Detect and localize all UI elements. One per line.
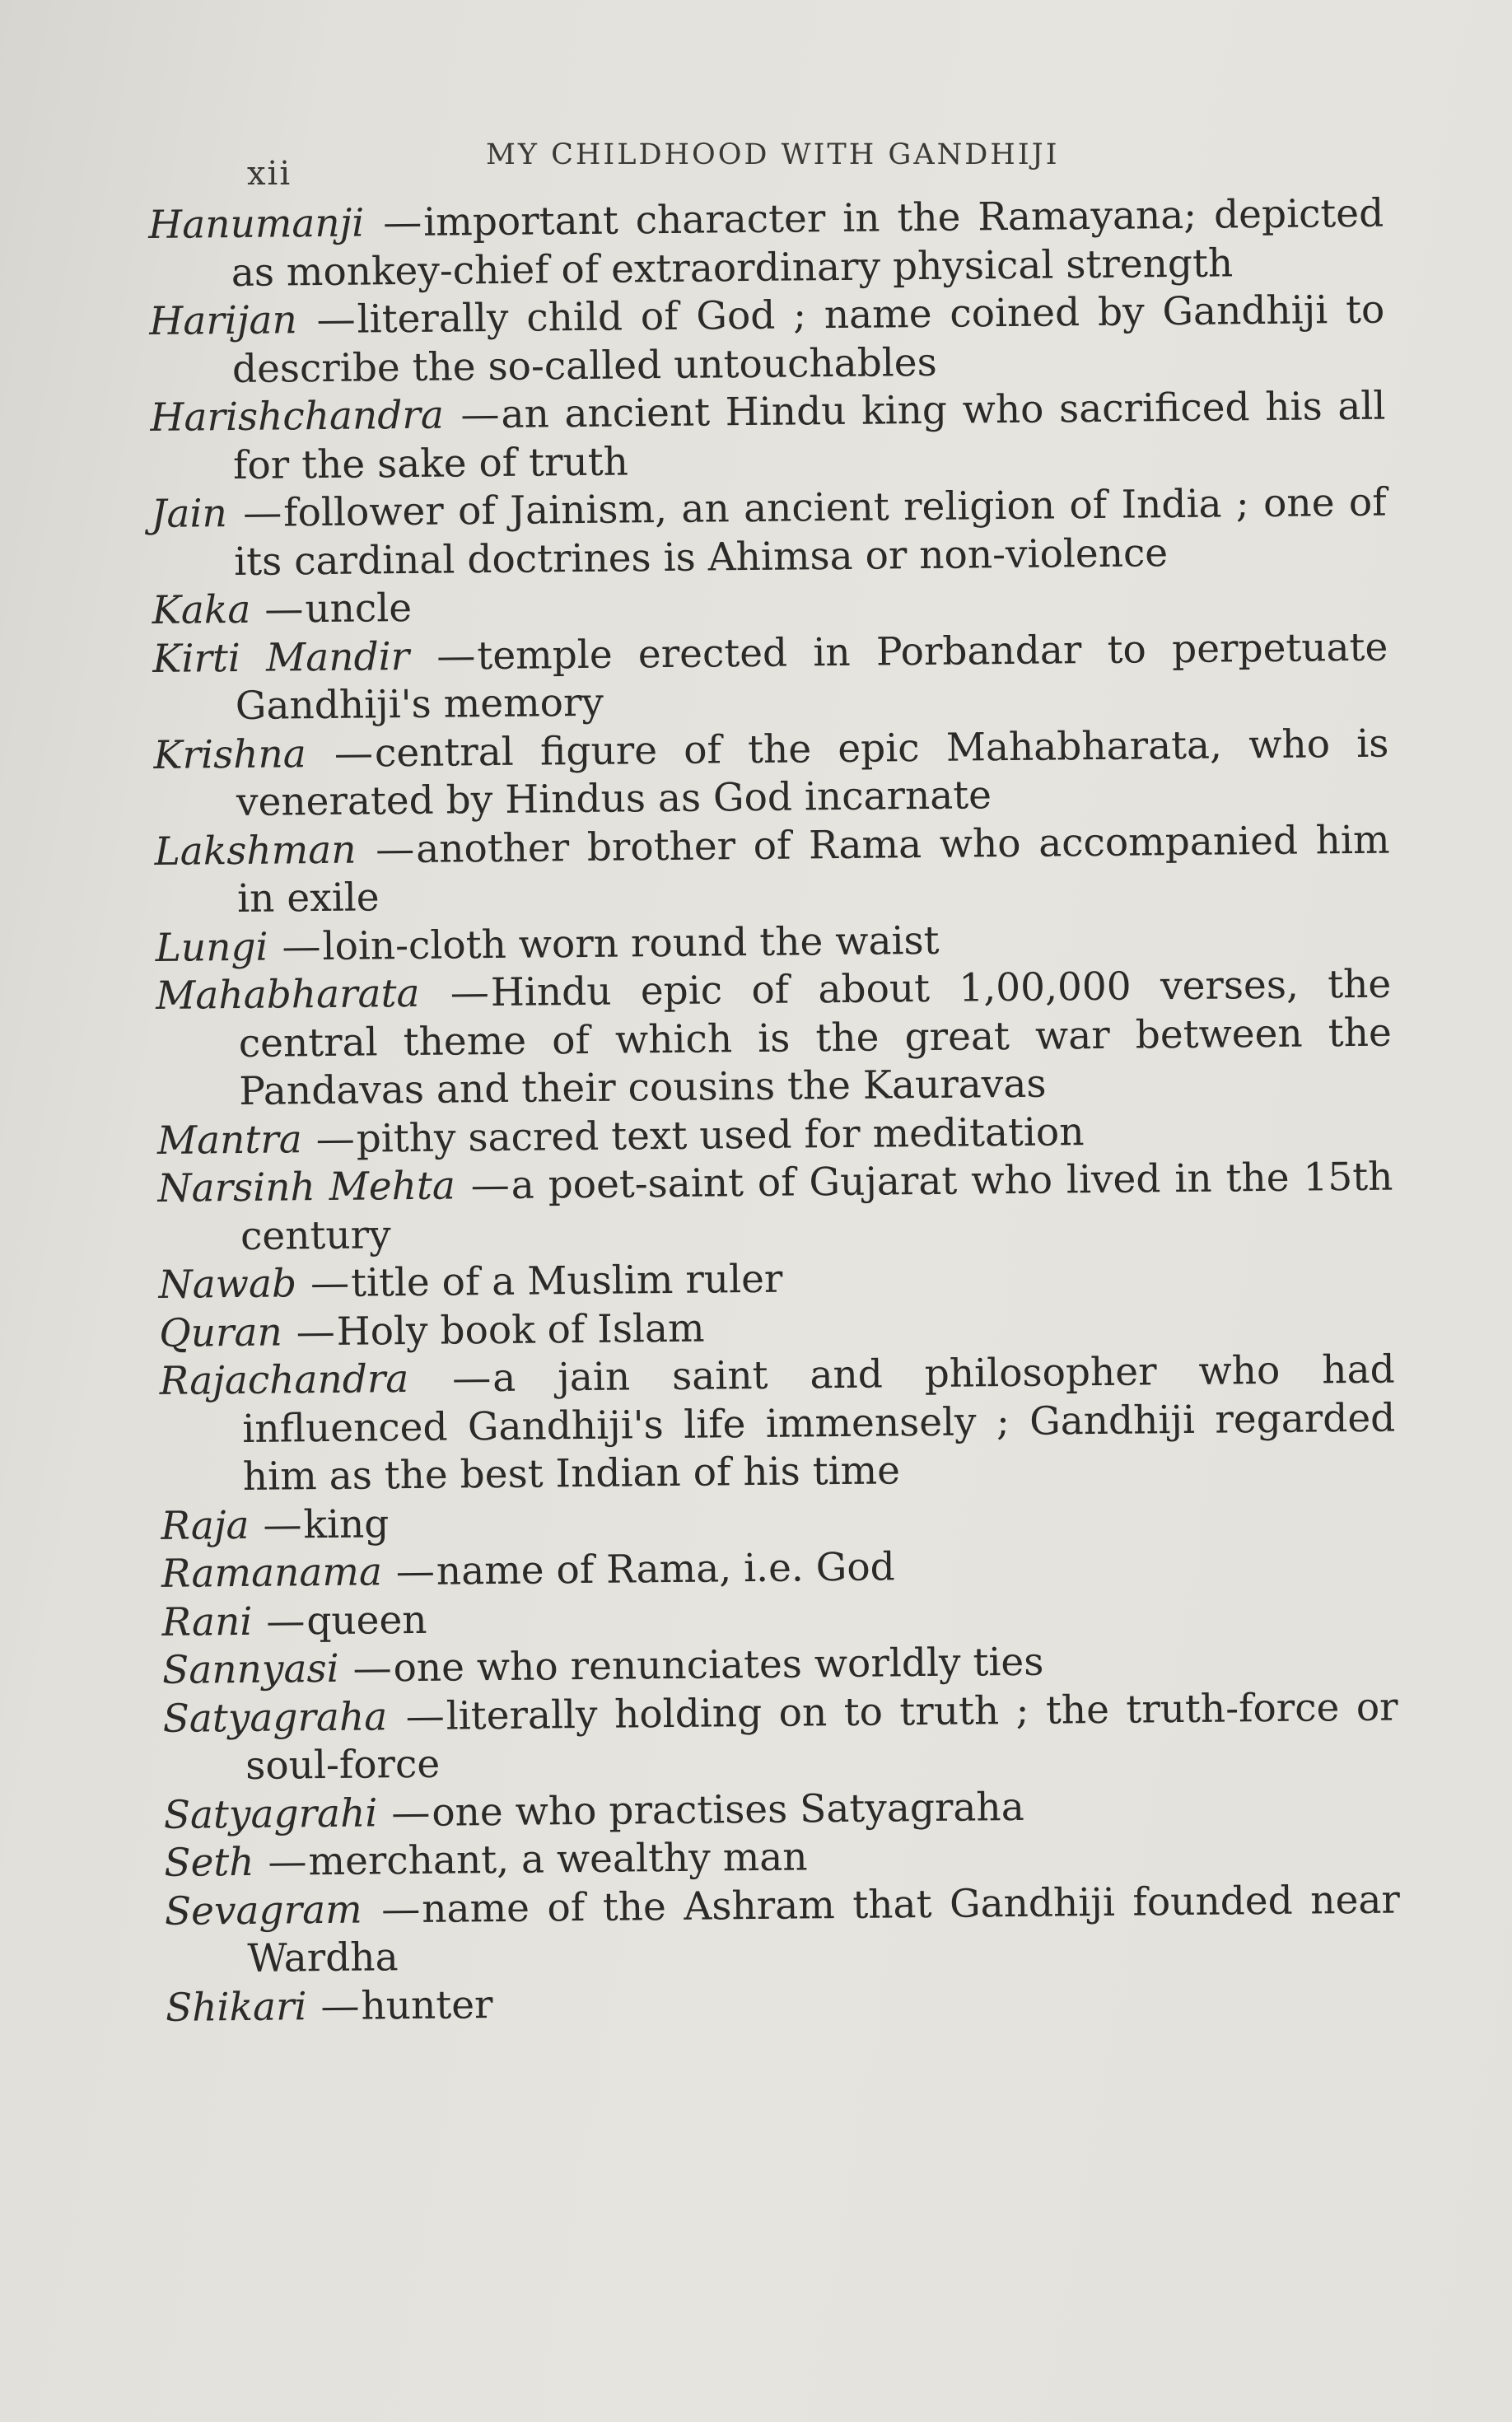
glossary-definition: pithy sacred text used for meditation [356,1108,1085,1162]
glossary-term: Sannyasi [161,1645,339,1693]
glossary-term: Narsinh Mehta [157,1163,456,1211]
glossary-definition: central figure of the epic Mahabharata, who is venerated by Hindus as God incarnate [236,721,1389,826]
glossary-definition: loin-cloth worn round the waist [322,917,940,969]
glossary-entry [165,1876,1401,1984]
term-separator: — [460,391,500,438]
glossary-term: Harishchandra [150,392,445,441]
glossary-definition: literally holding on to truth ; the truth-force or soul-force [245,1684,1398,1789]
glossary-definition: queen [306,1597,427,1644]
page-number: xii [247,155,292,193]
glossary-definition: temple erected in Porbandar to perpetuate Gandhiji's memory [235,624,1388,730]
term-separator: — [382,199,422,246]
glossary-term: Hanumanji [148,200,365,248]
glossary-term: Nawab [158,1261,297,1308]
term-separator: — [352,1645,392,1692]
glossary-term: Satyagraha [162,1693,388,1742]
glossary-definition: one who renunciates worldly ties [393,1639,1044,1692]
glossary-term: Quran [158,1309,283,1356]
glossary-term: Ramanama [161,1549,383,1597]
term-separator: — [380,1886,421,1932]
term-separator: — [282,923,321,969]
page-header [247,132,1384,193]
glossary-definition: an ancient Hindu king who sacrificed his all for the sake of truth [232,383,1386,488]
glossary-entry [154,816,1390,924]
term-separator: — [334,730,374,777]
glossary-entry [149,287,1385,394]
term-separator: — [296,1309,335,1355]
term-separator: — [452,1356,492,1402]
glossary-definition: Hindu epic of about 1,00,000 verses, the central theme of which is the great war between the Pandavas and their cousins the Kauravas [238,961,1393,1114]
glossary-term: Raja [161,1502,250,1549]
glossary-term: Mahabharata [155,970,420,1019]
glossary-term: Satyagrahi [163,1790,378,1838]
glossary-term: Lakshman [154,827,357,875]
glossary-term: Sevagram [164,1887,362,1934]
running-title: MY CHILDHOOD WITH GANDHIJI [486,138,1060,171]
glossary-definition: name of the Ashram that Gandhiji founded near Wardha [247,1877,1401,1981]
glossary-definition: a poet-saint of Gujarat who lived in the 15th century [240,1154,1393,1259]
glossary-entry [148,190,1384,298]
glossary-entry [151,479,1387,587]
glossary-term: Rajachandra [159,1356,409,1404]
glossary-definition: a jain saint and philosopher who had influenced Gandhiji's life immensely ; Gandhiji regarded him as the best Indian of his time [242,1346,1396,1500]
term-separator: — [450,970,490,1016]
glossary-definition: hunter [361,1981,493,2029]
term-separator: — [264,586,304,632]
glossary-term: Lungi [155,924,268,971]
term-separator: — [375,826,415,872]
glossary-definition: follower of Jainism, an ancient religion of India ; one of its cardinal doctrines is Ahimsa or non-violence [233,479,1387,585]
glossary-term: Harijan [149,297,298,344]
glossary-term: Rani [161,1598,253,1645]
term-separator: — [405,1693,445,1739]
glossary-entry [152,623,1388,731]
term-separator: — [266,1598,306,1645]
glossary-term: Mantra [156,1116,302,1164]
glossary-definition: name of Rama, i.e. God [436,1544,895,1594]
term-separator: — [470,1162,511,1209]
glossary-definition: one who practises Satyagraha [432,1784,1024,1836]
glossary-definition: important character in the Ramayana; depicted as monkey-chief of extraordinary physical strength [231,190,1384,296]
term-separator: — [315,1116,355,1162]
term-separator: — [268,1839,307,1885]
glossary-definition: title of a Muslim ruler [350,1256,783,1306]
glossary-definition: uncle [305,585,413,632]
glossary-term: Kaka [152,586,251,633]
glossary-list [148,190,1402,2178]
glossary-term: Kirti Mandir [152,633,410,682]
glossary-entry [150,383,1386,491]
glossary-definition: merchant, a wealthy man [308,1834,808,1885]
term-separator: — [310,1260,350,1307]
glossary-definition: literally child of God ; name coined by Gandhiji to describe the so-called untouchables [231,287,1385,392]
glossary-term: Jain [151,491,228,537]
glossary-entry [159,1346,1396,1503]
term-separator: — [436,632,476,679]
glossary-term: Seth [164,1839,254,1886]
glossary-definition: Holy book of Islam [336,1305,705,1355]
term-separator: — [391,1790,431,1836]
glossary-entry [157,1154,1393,1262]
glossary-term: Shikari [165,1983,307,2031]
term-separator: — [263,1501,302,1548]
term-separator: — [320,1983,360,2029]
glossary-entry [156,961,1393,1118]
glossary-definition: king [303,1500,390,1547]
term-separator: — [395,1548,436,1595]
glossary-definition: another brother of Rama who accompanied him in exile [236,817,1390,922]
glossary-term: Krishna [153,730,307,778]
glossary-entry [153,720,1389,828]
term-separator: — [316,296,356,343]
glossary-entry [162,1683,1398,1791]
term-separator: — [242,490,282,536]
